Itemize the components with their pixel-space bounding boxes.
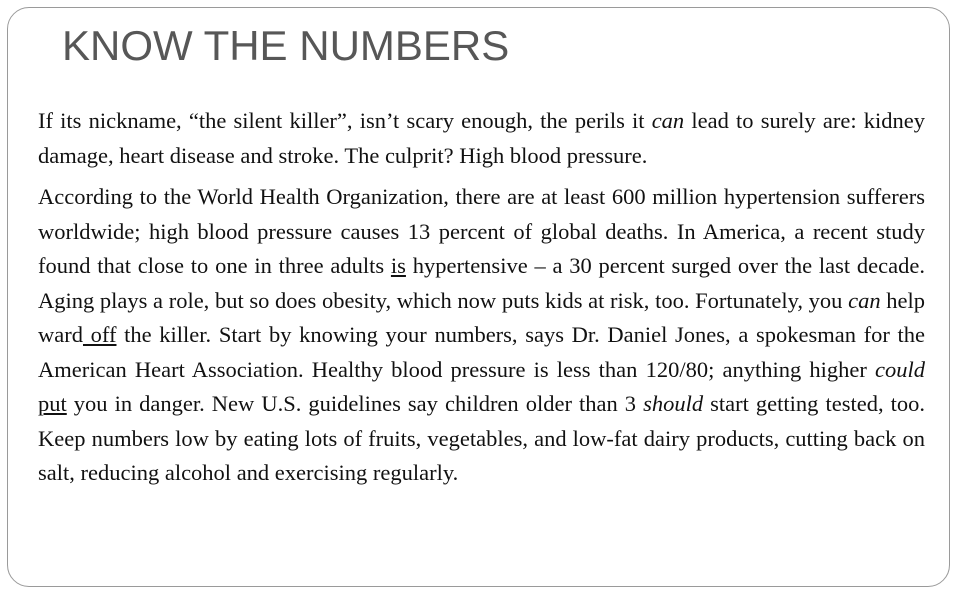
emphasis-text: should [643,391,704,416]
underlined-text: put [38,391,67,416]
paragraph-silent-killer [38,104,925,173]
underlined-text: off [82,322,117,347]
text-run: help ward [38,287,925,347]
underlined-text: is [390,253,406,278]
text-run: If its nickname, “the silent killer”, isn’t scary enough, the perils it [38,108,652,133]
emphasis-text: could [875,356,925,382]
text-run: According to the World Health Organization, there are at least 600 million hypertension sufferers worldwide; high blood pressure causes 13 percent of global deaths. In America, a recent study found that close to one in three adults [38,184,925,278]
slide-body [38,104,925,491]
slide-title: KNOW THE NUMBERS [62,22,510,69]
emphasis-text: can [848,287,881,313]
text-run: you in danger. New U.S. guidelines say children older than 3 [66,391,644,416]
text-run: lead to surely are: kidney damage, heart disease and stroke. The culprit? High blood pressure. [38,108,925,168]
text-run: hypertensive – a 30 percent surged over the last decade. Aging plays a role, but so does obesity, which now puts kids at risk, too. Fortunately, you [38,253,926,313]
paragraph-statistics [38,180,925,491]
text-run: start getting tested, too. Keep numbers low by eating lots of fruits, vegetables, and low-fat dairy products, cutting back on salt, reducing alcohol and exercising regularly. [38,391,925,485]
text-run: the killer. Start by knowing your numbers, says Dr. Daniel Jones, a spokesman for the American Heart Association. Healthy blood pressure is less than 120/80; anything higher [38,322,925,382]
emphasis-text: can [651,108,685,133]
